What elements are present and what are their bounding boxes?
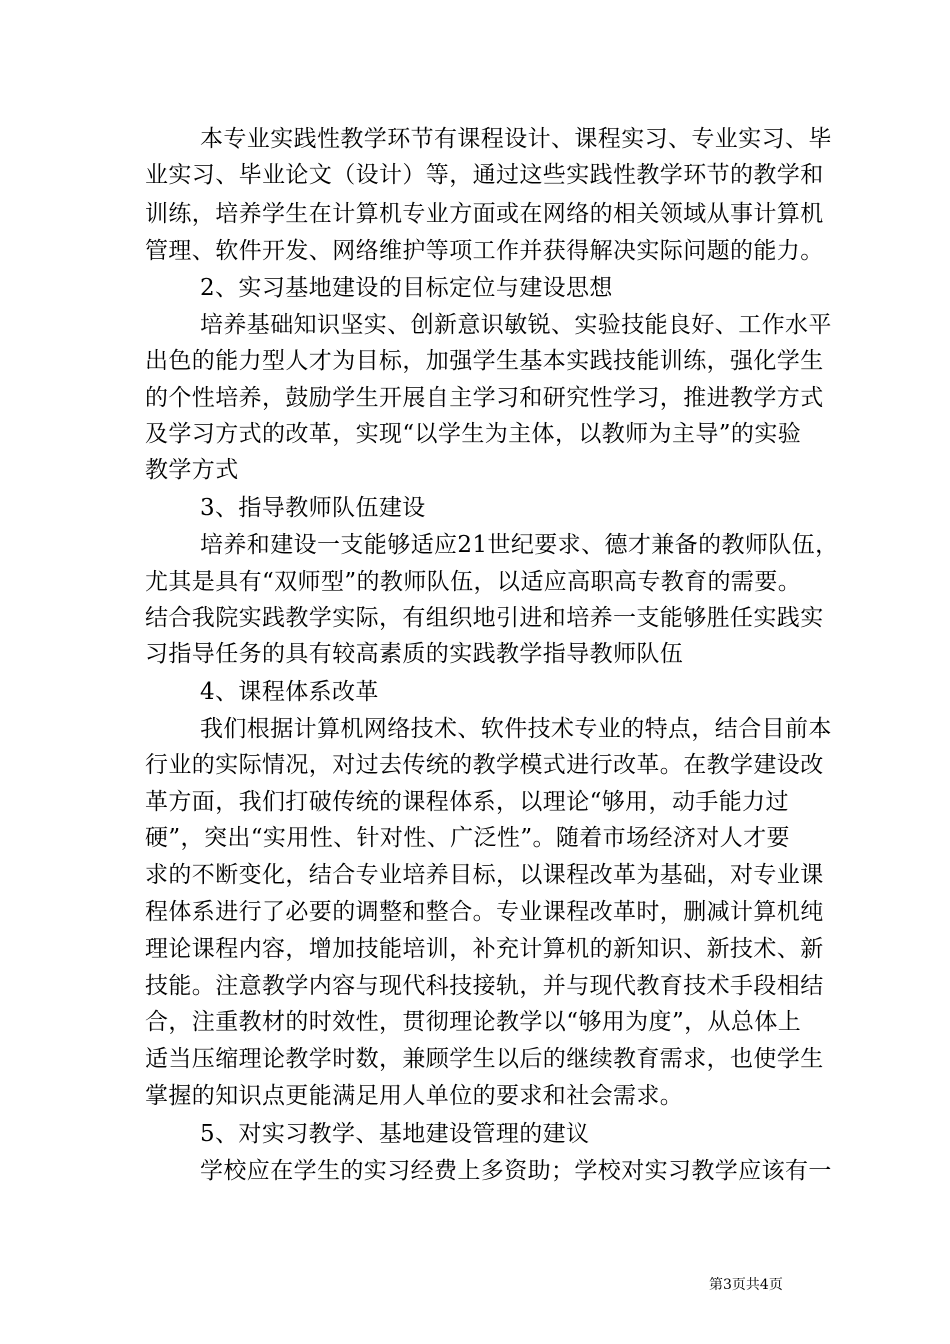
- paragraph-line: 培养基础知识坚实、创新意识敏锐、实验技能良好、工作水平: [200, 312, 832, 338]
- paragraph-line: 结合我院实践教学实际，有组织地引进和培养一支能够胜任实践实: [145, 605, 824, 631]
- paragraph-line: 掌握的知识点更能满足用人单位的要求和社会需求。: [145, 1083, 684, 1109]
- paragraph-line: 业实习、毕业论文（设计）等，通过这些实践性教学环节的教学和: [145, 162, 824, 188]
- paragraph-line: 教学方式: [145, 457, 239, 483]
- paragraph-line: 硬”，突出“实用性、针对性、广泛性”。随着市场经济对人才要: [145, 825, 790, 851]
- section-heading: 2、实习基地建设的目标定位与建设思想: [200, 275, 613, 301]
- section-heading: 4、课程体系改革: [200, 679, 379, 705]
- paragraph-line: 行业的实际情况，对过去传统的教学模式进行改革。在教学建设改: [145, 752, 824, 778]
- paragraph-line: 尤其是具有“双师型”的教师队伍，以适应高职高专教育的需要。: [145, 569, 802, 595]
- paragraph-line: 及学习方式的改革，实现“以学生为主体，以教师为主导”的实验: [145, 421, 802, 447]
- paragraph-line: 学校应在学生的实习经费上多资助；学校对实习教学应该有一: [200, 1158, 832, 1184]
- paragraph-line: 合，注重教材的时效性，贯彻理论教学以“够用为度”，从总体上: [145, 1009, 802, 1035]
- paragraph-line: 求的不断变化，结合专业培养目标，以课程改革为基础，对专业课: [145, 862, 824, 888]
- paragraph-line: 我们根据计算机网络技术、软件技术专业的特点，结合目前本: [200, 716, 832, 742]
- page-number-footer: 第3页共4页: [709, 1277, 783, 1293]
- paragraph-line: 本专业实践性教学环节有课程设计、课程实习、专业实习、毕: [200, 126, 832, 152]
- section-heading: 5、对实习教学、基地建设管理的建议: [200, 1121, 590, 1147]
- paragraph-line: 出色的能力型人才为目标，加强学生基本实践技能训练，强化学生: [145, 348, 824, 374]
- paragraph-line: 习指导任务的具有较高素质的实践教学指导教师队伍: [145, 641, 684, 667]
- section-heading: 3、指导教师队伍建设: [200, 495, 426, 521]
- paragraph-line: 适当压缩理论教学时数，兼顾学生以后的继续教育需求，也使学生: [145, 1046, 824, 1072]
- paragraph-line: 革方面，我们打破传统的课程体系，以理论“够用，动手能力过: [145, 789, 789, 815]
- paragraph-line: 理论课程内容，增加技能培训，补充计算机的新知识、新技术、新: [145, 936, 824, 962]
- paragraph-line: 管理、软件开发、网络维护等项工作并获得解决实际问题的能力。: [145, 238, 824, 264]
- paragraph-line: 技能。注意教学内容与现代科技接轨，并与现代教育技术手段相结: [145, 973, 824, 999]
- paragraph-line: 培养和建设一支能够适应21世纪要求、德才兼备的教师队伍，: [200, 532, 839, 558]
- paragraph-line: 程体系进行了必要的调整和整合。专业课程改革时，删减计算机纯: [145, 899, 824, 925]
- paragraph-line: 训练，培养学生在计算机专业方面或在网络的相关领域从事计算机: [145, 201, 824, 227]
- paragraph-line: 的个性培养，鼓励学生开展自主学习和研究性学习，推进教学方式: [145, 385, 824, 411]
